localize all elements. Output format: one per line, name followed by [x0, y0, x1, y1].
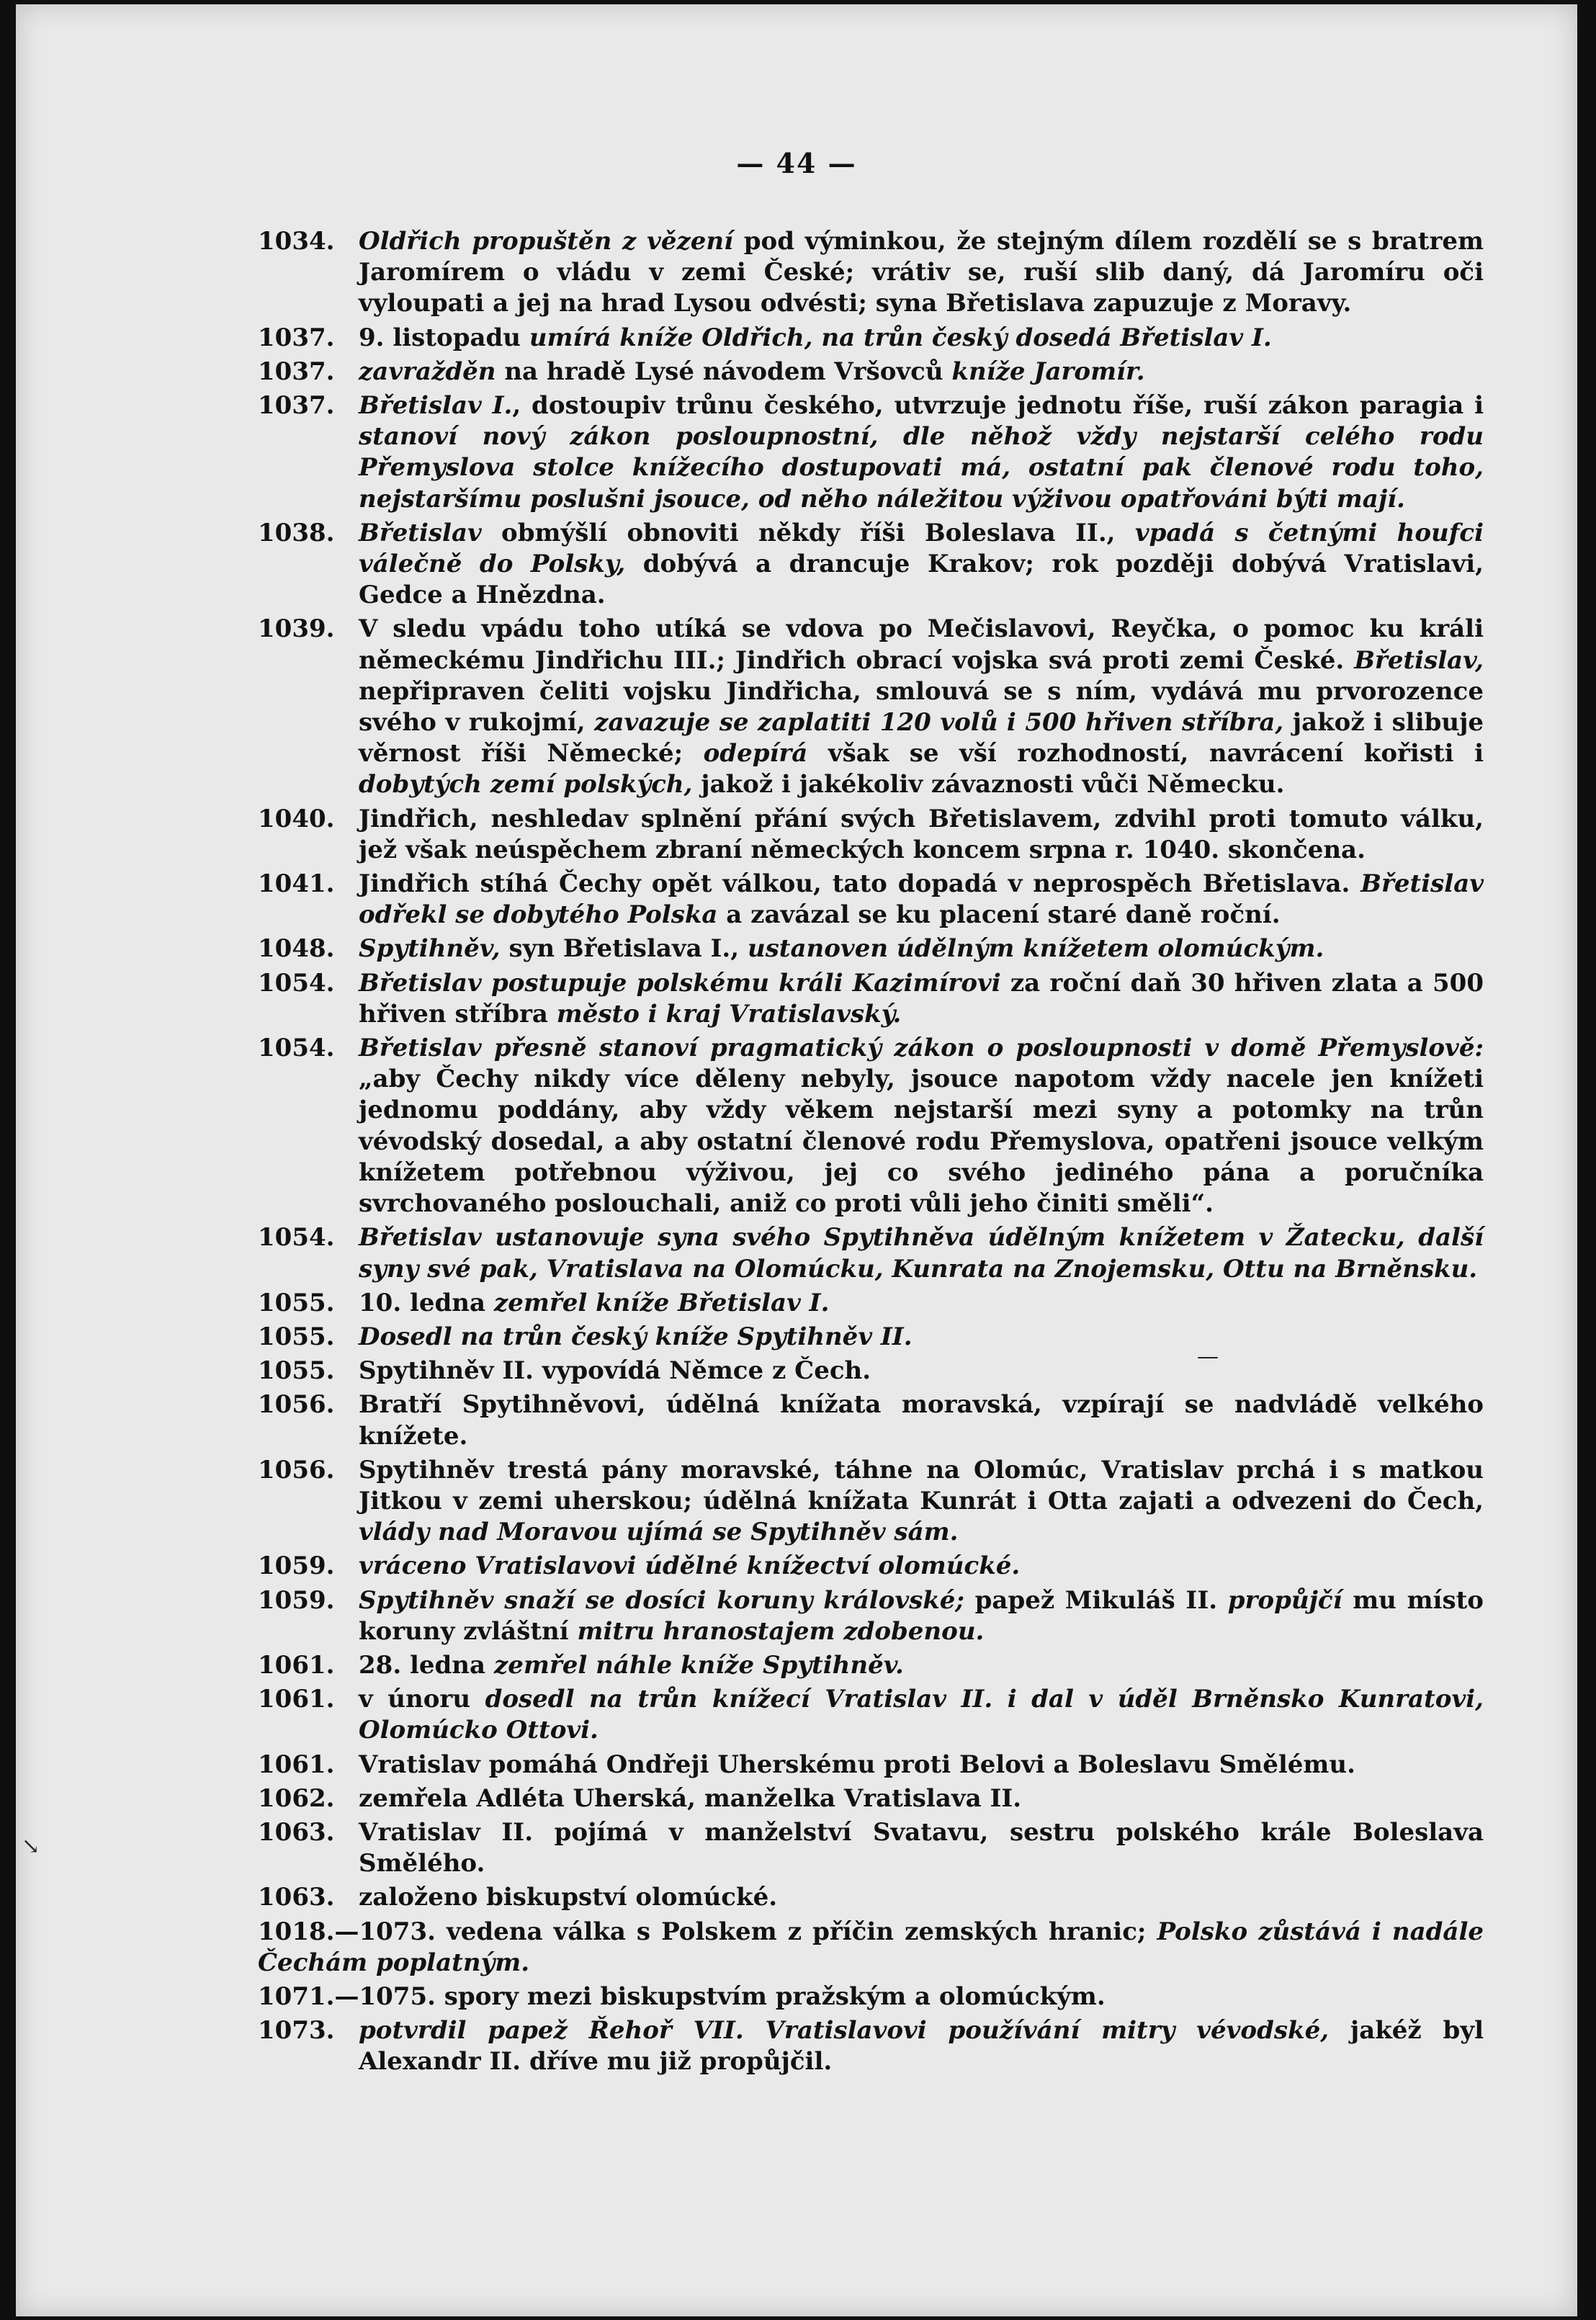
entry-text-italic: zavražděn [359, 357, 496, 386]
entry-text: 10. ledna [359, 1288, 494, 1317]
entry-year: 1059. [258, 1551, 335, 1581]
chronology-entry [258, 1917, 1484, 1979]
chronology-entry [258, 1455, 1484, 1549]
entry-text: obmýšlí obnoviti někdy říši Boleslava II., [481, 518, 1135, 547]
chronology-entry [258, 1981, 1484, 2012]
entry-year: 1055. [258, 1356, 335, 1386]
entry-text-italic: stanoví nový zákon posloupnostní, dle něhož vždy nejstarší celého rodu Přemyslova stolce knížecího dostupovati má, ostatní pak členové rodu toho, nejstaršímu poslušni jsouce, od něho náležitou výživou opatřováni býti mají. [359, 422, 1484, 514]
chronology-entry [258, 869, 1484, 931]
entry-text-italic: Spytihněv, [359, 934, 501, 964]
entry-year: 1062. [258, 1783, 335, 1813]
entry-text-italic: Břetislav, [1354, 645, 1484, 675]
chronology-entry [258, 226, 1484, 320]
entry-year: 1018.—1073. [258, 1917, 436, 1946]
entry-year: 1063. [258, 1883, 335, 1912]
entry-text-italic: Dosedl na trůn český kníže Spytihněv II. [359, 1322, 913, 1351]
entry-year: 1056. [258, 1390, 335, 1420]
entry-text: v únoru [359, 1685, 485, 1714]
entry-text-italic: Břetislav [359, 518, 482, 547]
entry-text-italic: vpadá s četnými houfci válečně do Polsky, [359, 518, 1484, 579]
chronology-entry [258, 1222, 1484, 1284]
entry-text: mu místo koruny zvláštní [359, 1585, 1484, 1646]
entry-text: syn Břetislava I., [500, 934, 748, 964]
entry-text-italic: ustanoven údělným knížetem olomúckým. [747, 934, 1324, 964]
chronology-entry [258, 518, 1484, 612]
entry-text: jakož i slibuje věrnost říši Německé; [359, 708, 1484, 769]
entry-text-italic: umírá kníže Oldřich, na trůn český dosedá Břetislav I. [529, 323, 1272, 352]
entry-text: však se vší rozhodností, navrácení kořisti i [807, 739, 1484, 769]
chronology-entry [258, 1389, 1484, 1451]
entry-text-italic: mitru hranostajem zdobenou. [577, 1616, 985, 1646]
chronology-entry [258, 933, 1484, 964]
entry-year: 1054. [258, 1034, 335, 1063]
chronology-entry [258, 614, 1484, 800]
entry-text: Vratislav II. pojímá v manželství Svatavu, sestru polského krále Boleslava Smělého. [359, 1817, 1484, 1878]
entry-text: za roční daň 30 hřiven zlata a 500 hřiven stříbra [359, 968, 1484, 1029]
entry-text: 9. listopadu [359, 323, 529, 352]
entry-year: 1063. [258, 1817, 335, 1847]
entry-text-italic: zavazuje se zaplatiti 120 volů i 500 hřiven stříbra, [594, 708, 1284, 738]
chronology-entry [258, 1033, 1484, 1219]
entry-text: dobývá a drancuje Krakov; rok později dobývá Vratislavi, Gedce a Hnězdna. [359, 550, 1484, 610]
entry-year: 1037. [258, 357, 335, 386]
entry-text-italic: Břetislav přesně stanoví pragmatický zákon o posloupnosti v domě Přemyslově: [359, 1034, 1484, 1063]
entry-text: pod výminkou, že stejným dílem rozdělí se s bratrem Jaromírem o vládu v zemi České; vrátiv se, ruší slib daný, dá Jaromíru oči vyloupati a jej na hrad Lysou odvésti; syna Břetislava zapuzuje z Moravy. [359, 227, 1484, 318]
entry-text: 28. ledna [359, 1650, 494, 1680]
entry-year: 1037. [258, 391, 335, 421]
entry-year: 1054. [258, 1223, 335, 1253]
entry-text-italic: Břetislav postupuje polskému králi Kazimírovi [359, 968, 1001, 998]
entry-year: 1038. [258, 518, 335, 547]
chronology-entry [258, 1882, 1484, 1913]
entry-text-italic: kníže Jaromír. [951, 357, 1145, 386]
entry-text-italic: odepírá [703, 739, 808, 769]
margin-mark: ↘ [22, 1834, 40, 1859]
entry-text: na hradě Lysé návodem Vršovců [496, 357, 952, 386]
entry-year: 1037. [258, 323, 335, 352]
entry-text: Vratislav pomáhá Ondřeji Uherskému proti Belovi a Boleslavu Smělému. [359, 1750, 1355, 1779]
entry-text: spory mezi biskupstvím pražským a olomúckým. [435, 1981, 1106, 2011]
entry-text-italic: vlády nad Moravou ujímá se Spytihněv sám. [359, 1518, 959, 1547]
entry-year: 1048. [258, 934, 335, 964]
chronology-entry [258, 357, 1484, 388]
entry-text-italic: potvrdil papež Řehoř VII. Vratislavovi používání mitry vévodské, [359, 2016, 1330, 2046]
entry-year: 1039. [258, 614, 335, 644]
entry-text-italic: Břetislav ustanovuje syna svého Spytihněva údělným knížetem v Žatecku, další syny své pak, Vratislava na Olomúcku, Kunrata na Znojemsku, Ottu na Brněnsku. [359, 1223, 1484, 1284]
chronology-entry [258, 968, 1484, 1030]
chronology-list [258, 226, 1484, 2081]
entry-year: 1059. [258, 1585, 335, 1615]
chronology-entry [258, 1783, 1484, 1814]
entry-year: 1061. [258, 1685, 335, 1714]
entry-year: 1034. [258, 227, 335, 256]
chronology-entry [258, 1650, 1484, 1681]
entry-text: založeno biskupství olomúcké. [359, 1883, 778, 1912]
chronology-entry [258, 1817, 1484, 1879]
entry-year: 1054. [258, 968, 335, 998]
entry-year: 1055. [258, 1288, 335, 1317]
entry-text: , dostoupiv trůnu českého, utvrzuje jednotu říše, ruší zákon paragia i [512, 391, 1484, 421]
entry-text-italic: vráceno Vratislavovi údělné knížectví olomúcké. [359, 1551, 1021, 1581]
entry-text: „aby Čechy nikdy více děleny nebyly, jsouce napotom vždy nacele jen knížeti jednomu poddány, aby vždy věkem nejstarší mezi syny a potomky na trůn vévodský dosedal, a aby ostatní členové rodu Přemyslova, opatřeni jsouce velkým knížetem potřebnou výživou, jej co svého jediného pána a poručníka svrchovaného poslouchali, aniž co proti vůli jeho činiti směli“. [359, 1065, 1484, 1219]
entry-text: zemřela Adléta Uherská, manželka Vratislava II. [359, 1783, 1022, 1813]
chronology-entry [258, 1322, 1484, 1353]
entry-text: nepřipraven čeliti vojsku Jindřicha, smlouvá se s ním, vydává mu prvorozence svého v rukojmí, [359, 676, 1484, 738]
entry-text-italic: Polsko zůstává i nadále Čechám poplatným. [258, 1917, 1484, 1977]
chronology-entry [258, 2015, 1484, 2077]
margin-mark: — [1197, 1344, 1219, 1369]
chronology-entry [258, 1288, 1484, 1319]
entry-year: 1061. [258, 1650, 335, 1680]
entry-text-italic: Spytihněv snaží se dosíci koruny královské; [359, 1585, 964, 1615]
entry-year: 1073. [258, 2016, 335, 2046]
entry-year: 1056. [258, 1455, 335, 1484]
chronology-entry [258, 323, 1484, 354]
chronology-entry [258, 390, 1484, 515]
entry-text: Jindřich, neshledav splnění přání svých Břetislavem, zdvihl proti tomuto válku, jež však neúspěchem zbraní německých koncem srpna r. 1040. skončena. [359, 804, 1484, 864]
entry-text: Spytihněv II. vypovídá Němce z Čech. [359, 1356, 871, 1386]
chronology-entry [258, 804, 1484, 866]
entry-text-italic: propůjčí [1227, 1585, 1342, 1615]
entry-year: 1071.—1075. [258, 1981, 436, 2011]
entry-text: papež Mikuláš II. [964, 1585, 1228, 1615]
entry-year: 1061. [258, 1750, 335, 1779]
entry-text: jakož i jakékoliv závaznosti vůči Německu. [692, 770, 1285, 800]
entry-text: Bratří Spytihněvovi, údělná knížata moravská, vzpírají se nadvládě velkého knížete. [359, 1390, 1484, 1451]
chronology-entry [258, 1356, 1484, 1387]
chronology-entry [258, 1585, 1484, 1647]
page-number: — 44 — [736, 147, 857, 179]
entry-text-italic: dobytých zemí polských, [359, 770, 693, 800]
entry-text: Spytihněv trestá pány moravské, táhne na Olomúc, Vratislav prchá i s matkou Jitkou v zemi uherskou; údělná knížata Kunrát i Otta zajati a odvezeni do Čech, [359, 1455, 1484, 1515]
entry-year: 1040. [258, 804, 335, 833]
entry-text-italic: město i kraj Vratislavský. [556, 999, 902, 1029]
entry-year: 1055. [258, 1322, 335, 1351]
entry-text-italic: Břetislav odřekl se dobytého Polska [359, 869, 1484, 930]
entry-text: Jindřich stíhá Čechy opět válkou, tato dopadá v neprospěch Břetislava. [359, 869, 1361, 899]
entry-text: vedena válka s Polskem z příčin zemských hranic; [435, 1917, 1157, 1946]
entry-text: a zavázal se ku placení staré daně roční. [717, 900, 1281, 930]
entry-text-italic: Oldřich propuštěn z vězení [359, 227, 734, 256]
page-sheet [16, 4, 1577, 2316]
entry-year: 1041. [258, 869, 335, 899]
entry-text-italic: zemřel kníže Břetislav I. [493, 1288, 830, 1317]
chronology-entry [258, 1551, 1484, 1582]
entry-text-italic: Břetislav I. [359, 391, 513, 421]
entry-text: jakéž byl Alexandr II. dříve mu již propůjčil. [359, 2016, 1484, 2077]
entry-text-italic: dosedl na trůn knížecí Vratislav II. i dal v úděl Brněnsko Kunratovi, Olomúcko Ottovi. [359, 1685, 1484, 1745]
chronology-entry [258, 1684, 1484, 1746]
entry-text-italic: zemřel náhle kníže Spytihněv. [493, 1650, 904, 1680]
chronology-entry [258, 1750, 1484, 1781]
entry-text: V sledu vpádu toho utíká se vdova po Mečislavovi, Reyčka, o pomoc ku králi německému Jindřichu III.; Jindřich obrací vojska svá proti zemi České. [359, 614, 1484, 675]
